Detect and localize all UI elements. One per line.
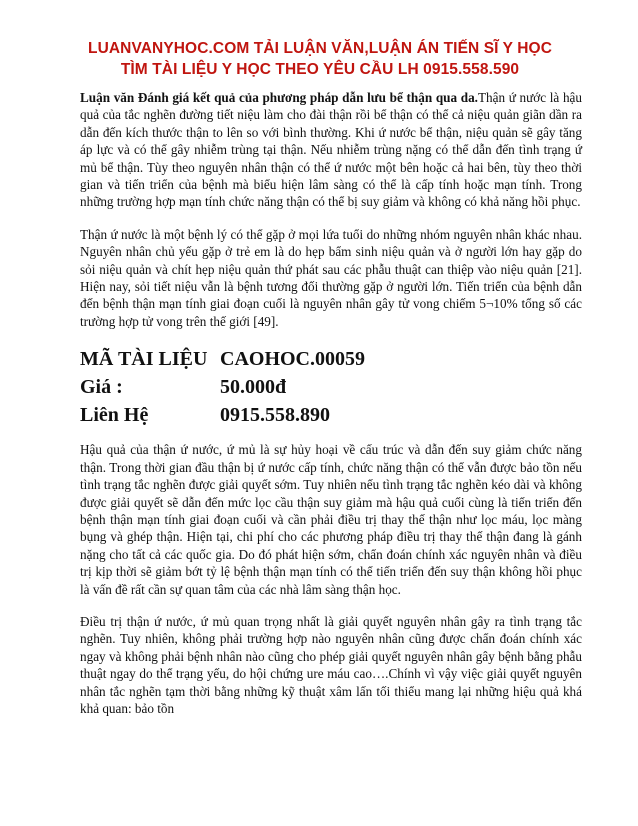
header-banner xyxy=(36,38,604,80)
meta-row-price xyxy=(80,373,582,401)
code-value: CAOHOC.00059 xyxy=(220,348,365,371)
paragraph-3: Hậu quả của thận ứ nước, ứ mủ là sự hủy hoại về cấu trúc và dẫn đến suy giảm chức năng thận. Trong thời gian đầu thận bị ứ nước cấp tính, chức năng thận có thể vẫn được bảo tồn nếu tình trạng tắc nghẽn được giải quyết sớm. Tuy nhiên nếu tình trạng tắc nghẽn kéo dài và không được giải quyết sẽ dẫn đến mức lọc cầu thận suy giảm mà hậu quả cuối cùng là tiến triển đến bệnh thận mạn tính giai đoạn cuối và cần phải điều trị thay thế thận như lọc máu, lọc màng bụng và ghép thận. Hiện tại, chi phí cho các phương pháp điều trị thay thế thận đang là gánh nặng cho tất cả các quốc gia. Do đó phát hiện sớm, chẩn đoán chính xác nguyên nhân và điều trị kịp thời sẽ giảm bớt tỷ lệ bệnh thận mạn tính có thể tiến triển đến suy thận không hồi phục là vấn đề rất cần sự quan tâm của các nhà lâm sàng thận học. xyxy=(80,442,582,597)
meta-row-contact xyxy=(80,401,582,429)
contact-label: Liên Hệ xyxy=(80,404,149,427)
document-title: Luận văn Đánh giá kết quả của phương pháp dẫn lưu bể thận qua da. xyxy=(80,90,478,105)
document-meta xyxy=(80,345,582,429)
price-value: 50.000đ xyxy=(220,376,287,399)
banner-line-2: TÌM TÀI LIỆU Y HỌC THEO YÊU CẦU LH 0915.558.590 xyxy=(120,61,520,78)
banner-line-1: LUANVANYHOC.COM TẢI LUẬN VĂN,LUẬN ÁN TIẾN SĨ Y HỌC xyxy=(88,40,552,57)
intro-body: Thận ứ nước là hậu quả của tắc nghẽn đường tiết niệu làm cho đài thận rồi bể thận có thể cả niệu quản giãn dần ra dẫn đến kích thước thận to lên so với bình thường. Khi ứ nước bể thận, niệu quản sẽ gây tăng áp lực và có thể gây nhiễm trùng tại thận. Nếu nhiễm trùng nặng có thể dẫn đến tình trạng ứ mủ bể thận. Tùy theo nguyên nhân thận có thể ứ nước một bên hoặc cả hai bên, tùy theo thời gian và tiến triển của bệnh mà biểu hiện lâm sàng có thể là cấp tính hoặc mạn tính. Trong những trường hợp mạn tính chức năng thận có thể bị suy giảm và không có khả năng hồi phục. xyxy=(80,90,582,210)
paragraph-4: Điều trị thận ứ nước, ứ mủ quan trọng nhất là giải quyết nguyên nhân gây ra tình trạng tắc nghẽn. Tuy nhiên, không phải trường hợp nào nguyên nhân cũng được chẩn đoán chính xác ngay và không phải bệnh nhân nào cũng cho phép giải quyết nguyên nhân gây bệnh bằng phẫu thuật ngay do thể trạng yếu, do hội chứng ure máu cao….Chính vì vậy việc giải quyết nguyên nhân tắc nghẽn tạm thời bằng những kỹ thuật xâm lấn tối thiểu mang lại những hiệu quả khá khả quan: bảo tồn xyxy=(80,613,582,716)
meta-row-code xyxy=(80,345,582,373)
paragraph-2: Thận ứ nước là một bệnh lý có thể gặp ở mọi lứa tuổi do những nhóm nguyên nhân khác nhau. Nguyên nhân chủ yếu gặp ở trẻ em là do hẹp bẩm sinh niệu quản và ở người lớn hay gặp do sỏi niệu quản và chít hẹp niệu quản thứ phát sau các phẫu thuật can thiệp vào niệu quản [21]. Hiện nay, sỏi tiết niệu vẫn là bệnh tương đối thường gặp ở người lớn. Tiến triển của bệnh dẫn đến bệnh thận mạn tính giai đoạn cuối là nguyên nhân gây tử vong chiếm 5¬10% tổng số các trường hợp tử vong trên thế giới [49]. xyxy=(80,226,582,329)
intro-paragraph xyxy=(80,89,582,211)
price-label: Giá : xyxy=(80,376,123,399)
contact-value: 0915.558.890 xyxy=(220,404,330,427)
code-label: MÃ TÀI LIỆU xyxy=(80,348,208,371)
